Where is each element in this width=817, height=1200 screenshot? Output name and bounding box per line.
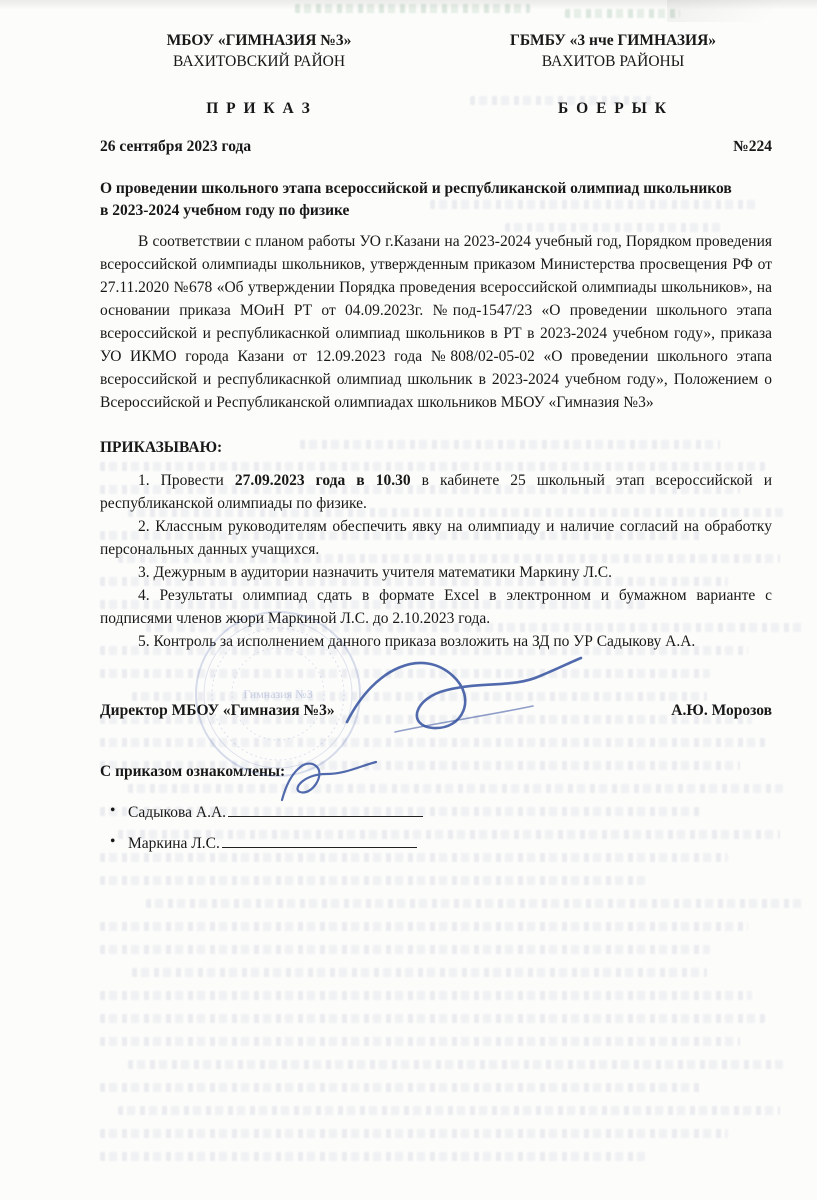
letterhead [100,30,772,119]
org-district-tat: ВАХИТОВ РАЙОНЫ [541,53,685,70]
order-items [100,469,772,653]
letterhead-left [100,30,418,119]
signature-row [100,699,772,722]
order-date: 26 сентября 2023 года [100,138,252,155]
order-item: 4. Результаты олимпиад сдать в формате Excel в электронном и бумажном варианте с подписями членов жюри Маркиной Л.С. до 2.10.2023 года. [100,587,772,627]
order-item: 5. Контроль за исполнением данного приказа возложить на ЗД по УР Садыкову А.А. [138,633,696,650]
document-content [100,0,772,853]
order-item: 1. Провести 27.09.2023 года в 10.30 в кабинете 25 школьный этап всероссийской и республиканской олимпиады по физике. [100,472,772,512]
date-number-row [100,135,772,158]
doc-type-tat: Б О Е Р Ы К [558,100,668,117]
signature-line [222,830,417,848]
doc-type-ru: П Р И К А З [206,100,312,117]
org-district-ru: ВАХИТОВСКИЙ РАЙОН [172,53,346,70]
acknowledged-person [128,799,772,822]
seal-center-text: Гимназия №3 [243,687,313,701]
signature-line [228,799,423,817]
person-name: Садыкова А.А. [128,804,227,821]
org-name-tat: ГБМБУ «3 нче ГИМНАЗИЯ» [509,32,717,49]
order-item: 3. Дежурным в аудитории назначить учителя математики Маркину Л.С. [138,564,612,581]
order-preamble: В соответствии с планом работы УО г.Казани на 2023-2024 учебный год, Порядком проведения всероссийской олимпиады школьников, утвержденным приказом Министерства просвещения РФ от 27.11.2020 №678 «Об утверждении Порядка проведения всероссийской олимпиады школьников», на основании приказа МОиН РТ от 04.09.2023г. №под-1547/23 «О проведении школьного этапа всероссийской и республикаснкой олимпиад школьников в РТ в 2023-2024 учебном году», приказа УО ИКМО города Казани от 12.09.2023 года №808/02-05-02 «О проведении школьного этапа всероссийской и республикаснкой олимпиад школьник в 2023-2024 учебном году», Положением о Всероссийской и Республиканской олимпиадах школьников МБОУ «Гимназия №3» [100,233,772,411]
signatory-title: Директор МБОУ «Гимназия №3» [100,702,335,719]
acknowledged-person [128,830,772,853]
order-subject: О проведении школьного этапа всероссийской и республиканской олимпиад школьников в 2023-2024 учебном году по физике [100,180,732,219]
order-heading: ПРИКАЗЫВАЮ: [100,439,223,456]
letterhead-right [454,30,772,119]
org-name-ru: МБОУ «ГИМНАЗИЯ №3» [166,32,352,49]
acknowledged-heading: С приказом ознакомлены: [100,763,286,780]
signatory-name: А.Ю. Морозов [671,702,772,719]
order-number: №224 [733,138,772,155]
order-item: 2. Классным руководителям обеспечить явку на олимпиаду и наличие согласий на обработку персональных данных учащихся. [100,518,772,558]
person-name: Маркина Л.С. [128,835,220,852]
acknowledged-list [100,799,772,853]
